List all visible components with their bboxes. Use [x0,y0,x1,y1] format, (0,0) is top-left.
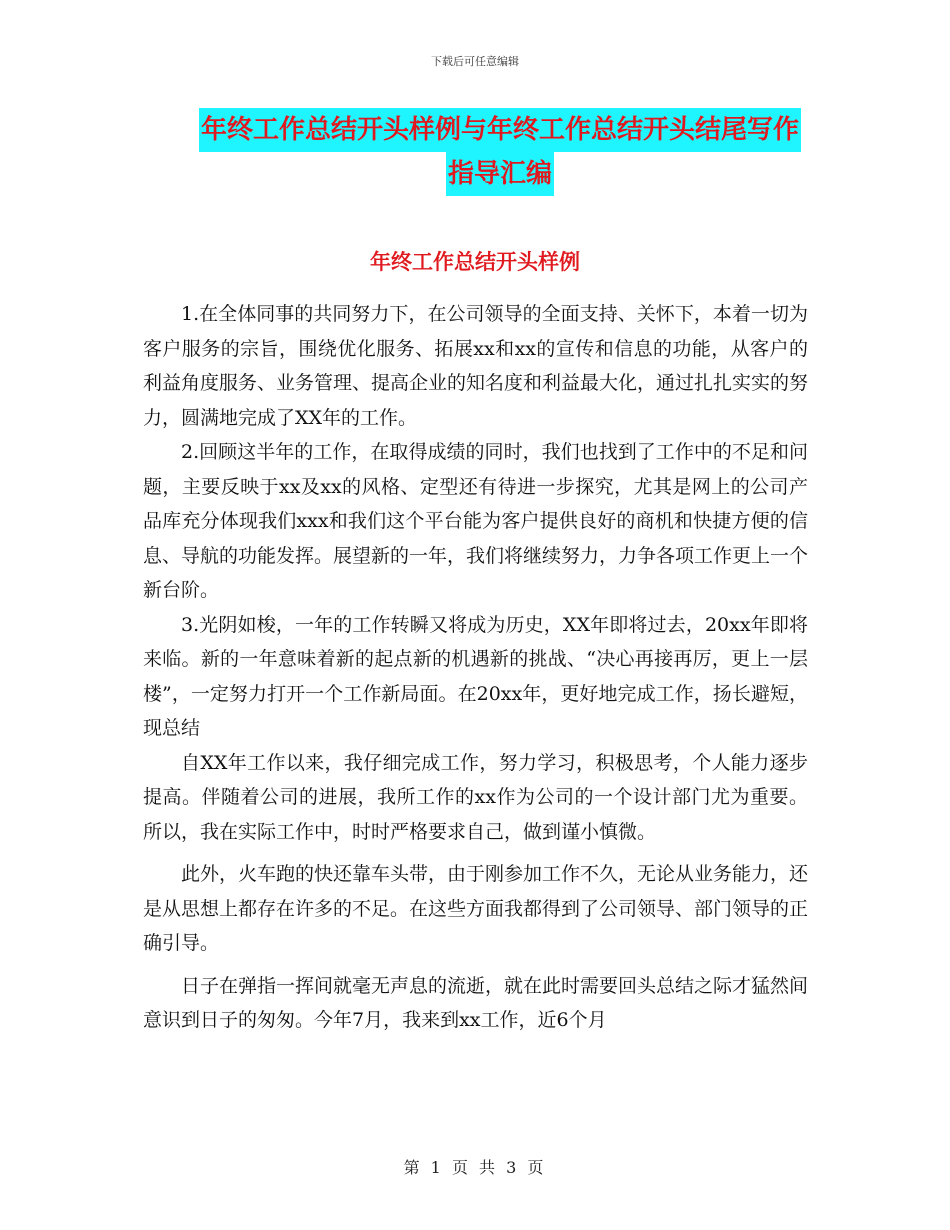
header-note: 下载后可任意编辑 [431,55,519,68]
title-line-2: 指导汇编 [446,152,554,196]
section-heading: 年终工作总结开头样例 [370,250,580,274]
title-line-1: 年终工作总结开头样例与年终工作总结开头结尾写作 [199,108,801,152]
document-body [143,297,808,1038]
paragraph-2: 2.回顾这半年的工作，在取得成绩的同时，我们也找到了工作中的不足和问题，主要反映于xx及xx的风格、定型还有待进一步探究，尤其是网上的公司产品库充分体现我们xxx和我们这个平台能为客户提供良好的商机和快捷方便的信息、导航的功能发挥。展望新的一年，我们将继续努力，力争各项工作更上一个新台阶。 [143,441,809,601]
page-footer: 第 1 页 共 3 页 [403,1158,547,1177]
paragraph-1: 1.在全体同事的共同努力下，在公司领导的全面支持、关怀下，本着一切为客户服务的宗旨，围绕优化服务、拓展xx和xx的宣传和信息的功能，从客户的利益角度服务、业务管理、提高企业的知名度和利益最大化，通过扎扎实实的努力，圆满地完成了XX年的工作。 [143,303,809,429]
paragraph-4: 自XX年工作以来，我仔细完成工作，努力学习，积极思考，个人能力逐步提高。伴随着公司的进展，我所工作的xx作为公司的一个设计部门尤为重要。所以，我在实际工作中，时时严格要求自己，做到谨小慎微。 [143,751,808,843]
paragraph-5: 此外，火车跑的快还靠车头带，由于刚参加工作不久，无论从业务能力，还是从思想上都存在许多的不足。在这些方面我都得到了公司领导、部门领导的正确引导。 [143,863,809,954]
document-title [150,108,850,196]
paragraph-3: 3.光阴如梭，一年的工作转瞬又将成为历史，XX年即将过去，20xx年即将来临。新的一年意味着新的起点新的机遇新的挑战、“决心再接再厉，更上一层楼”，一定努力打开一个工作新局面。在20xx年，更好地完成工作，扬长避短，现总结 [143,613,808,739]
paragraph-6: 日子在弹指一挥间就毫无声息的流逝，就在此时需要回头总结之际才猛然间意识到日子的匆匆。今年7月，我来到xx工作，近6个月 [143,974,809,1031]
